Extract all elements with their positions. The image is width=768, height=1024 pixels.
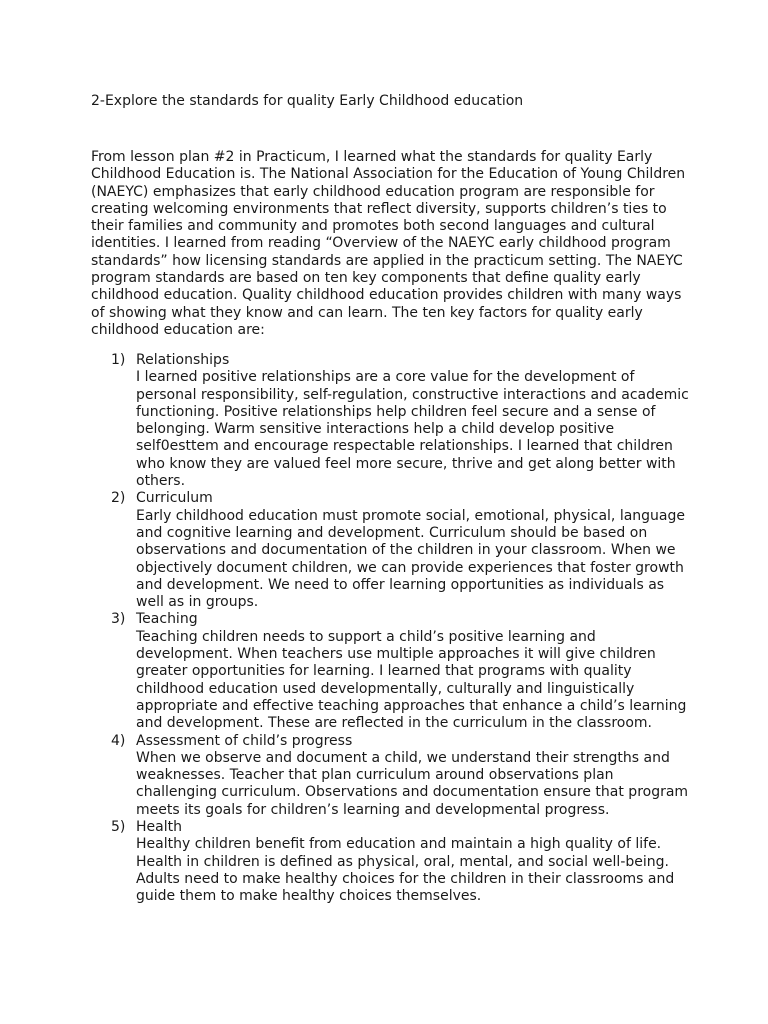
list-item-number: 2) xyxy=(111,490,126,507)
list-item xyxy=(91,352,711,490)
list-item-number: 5) xyxy=(111,819,126,836)
list-item-number: 4) xyxy=(111,732,126,749)
list-item-title: Relationships xyxy=(136,352,230,368)
list-item xyxy=(91,611,711,732)
list-item-number: 3) xyxy=(111,611,126,628)
standards-list xyxy=(91,352,711,906)
list-item xyxy=(91,733,711,819)
document-heading: 2-Explore the standards for quality Early Childhood education xyxy=(91,93,524,109)
list-item-body: When we observe and document a child, we understand their strengths and weaknesses. Teacher that plan curriculum around observations plan challenging curriculum. Observations and documentation ensure that program meets its goals for children’s learning and developmental progress. xyxy=(136,749,689,818)
list-item-body: Healthy children benefit from education and maintain a high quality of life. Health in children is defined as physical, oral, mental, and social well-being. Adults need to make healthy choices for the children in their classrooms and guide them to make healthy choices themselves. xyxy=(136,836,675,905)
list-item-title: Curriculum xyxy=(136,490,213,507)
list-item-number: 1) xyxy=(111,352,126,368)
list-item-body: Early childhood education must promote social, emotional, physical, language and cognitive learning and development. Curriculum should be based on observations and documentation of the children in your classroom. When we objectively document children, we can provide experiences that foster growth and development. We need to offer learning opportunities as individuals as well as in groups. xyxy=(136,507,685,611)
list-item-title: Health xyxy=(136,819,182,836)
list-item xyxy=(91,819,711,905)
list-item-title: Teaching xyxy=(136,611,198,628)
list-item-body: Teaching children needs to support a child’s positive learning and development. When teachers use multiple approaches it will give children greater opportunities for learning. I learned that programs with quality childhood education used developmentally, culturally and linguistically appropriate and effective teaching approaches that enhance a child’s learning and development. These are reflected in the curriculum in the classroom. xyxy=(136,628,687,732)
list-item-body: I learned positive relationships are a core value for the development of personal responsibility, self-regulation, constructive interactions and academic functioning. Positive relationships help children feel secure and a sense of belonging. Warm sensitive interactions help a child develop positive self0esttem and encourage respectable relationships. I learned that children who know they are valued feel more secure, thrive and get along better with others. xyxy=(136,369,689,490)
list-item-title: Assessment of child’s progress xyxy=(136,732,353,749)
list-item xyxy=(91,490,711,611)
intro-paragraph: From lesson plan #2 in Practicum, I learned what the standards for quality Early Childhood Education is. The National Association for the Education of Young Children (NAEYC) emphasizes that early childhood education program are responsible for creating welcoming environments that reflect diversity, supports children’s ties to their families and community and promotes both second languages and cultural identities. I learned from reading “Overview of the NAEYC early childhood program standards” how licensing standards are applied in the practicum setting. The NAEYC program standards are based on ten key components that define quality early childhood education. Quality childhood education provides children with many ways of showing what they know and can learn. The ten key factors for quality early childhood education are: xyxy=(91,149,686,338)
